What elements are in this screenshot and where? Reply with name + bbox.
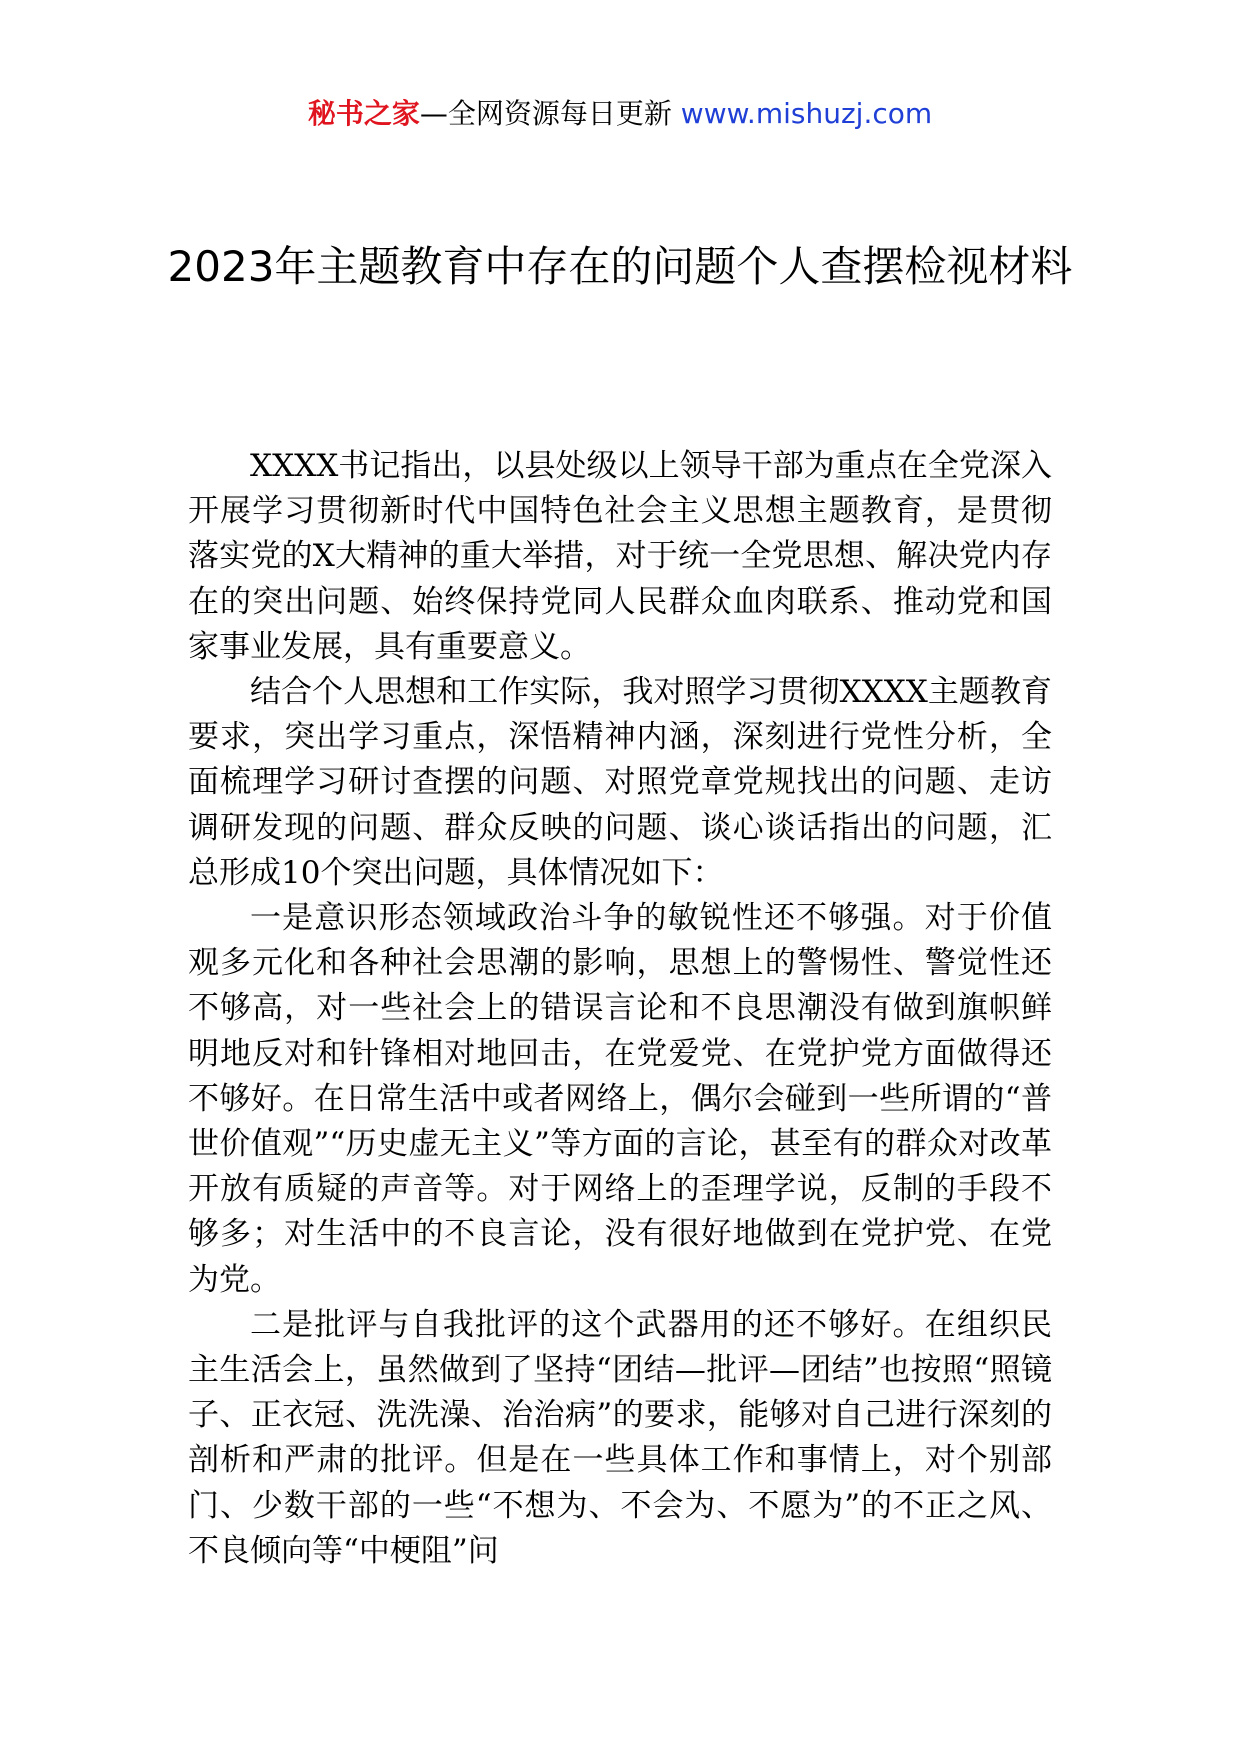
site-brand: 秘书之家: [307, 97, 420, 130]
paragraph: 一是意识形态领域政治斗争的敏锐性还不够强。对于价值观多元化和各种社会思潮的影响，思想上的警惕性、警觉性还不够高，对一些社会上的错误言论和不良思潮没有做到旗帜鲜明地反对和针锋相对地回击，在党爱党、在党护党方面做得还不够好。在日常生活中或者网络上，偶尔会碰到一些所谓的“普世价值观”“历史虚无主义”等方面的言论，甚至有的群众对改革开放有质疑的声音等。对于网络上的歪理学说，反制的手段不够多；对生活中的不良言论，没有很好地做到在党护党、在党为党。: [188, 900, 1052, 1298]
site-header: [0, 94, 1240, 134]
paragraph: XXXX书记指出，以县处级以上领导干部为重点在全党深入开展学习贯彻新时代中国特色社会主义思想主题教育，是贯彻落实党的X大精神的重大举措，对于统一全党思想、解决党内存在的突出问题、始终保持党同人民群众血肉联系、推动党和国家事业发展，具有重要意义。: [188, 448, 1052, 665]
site-url-link[interactable]: www.mishuzj.com: [680, 97, 933, 130]
paragraph: 二是批评与自我批评的这个武器用的还不够好。在组织民主生活会上，虽然做到了坚持“团结—批评—团结”也按照“照镜子、正衣冠、洗洗澡、治治病”的要求，能够对自己进行深刻的剖析和严肃的批评。但是在一些具体工作和事情上，对个别部门、少数干部的一些“不想为、不会为、不愿为”的不正之风、不良倾向等“中梗阻”问: [188, 1306, 1052, 1569]
site-tagline: —全网资源每日更新: [419, 97, 672, 130]
document-title: 2023年主题教育中存在的问题个人查摆检视材料: [167, 242, 1073, 291]
paragraph: 结合个人思想和工作实际，我对照学习贯彻XXXX主题教育要求，突出学习重点，深悟精神内涵，深刻进行党性分析，全面梳理学习研讨查摆的问题、对照党章党规找出的问题、走访调研发现的问题、群众反映的问题、谈心谈话指出的问题，汇总形成10个突出问题，具体情况如下：: [188, 674, 1052, 891]
document-body: [188, 444, 1052, 1574]
